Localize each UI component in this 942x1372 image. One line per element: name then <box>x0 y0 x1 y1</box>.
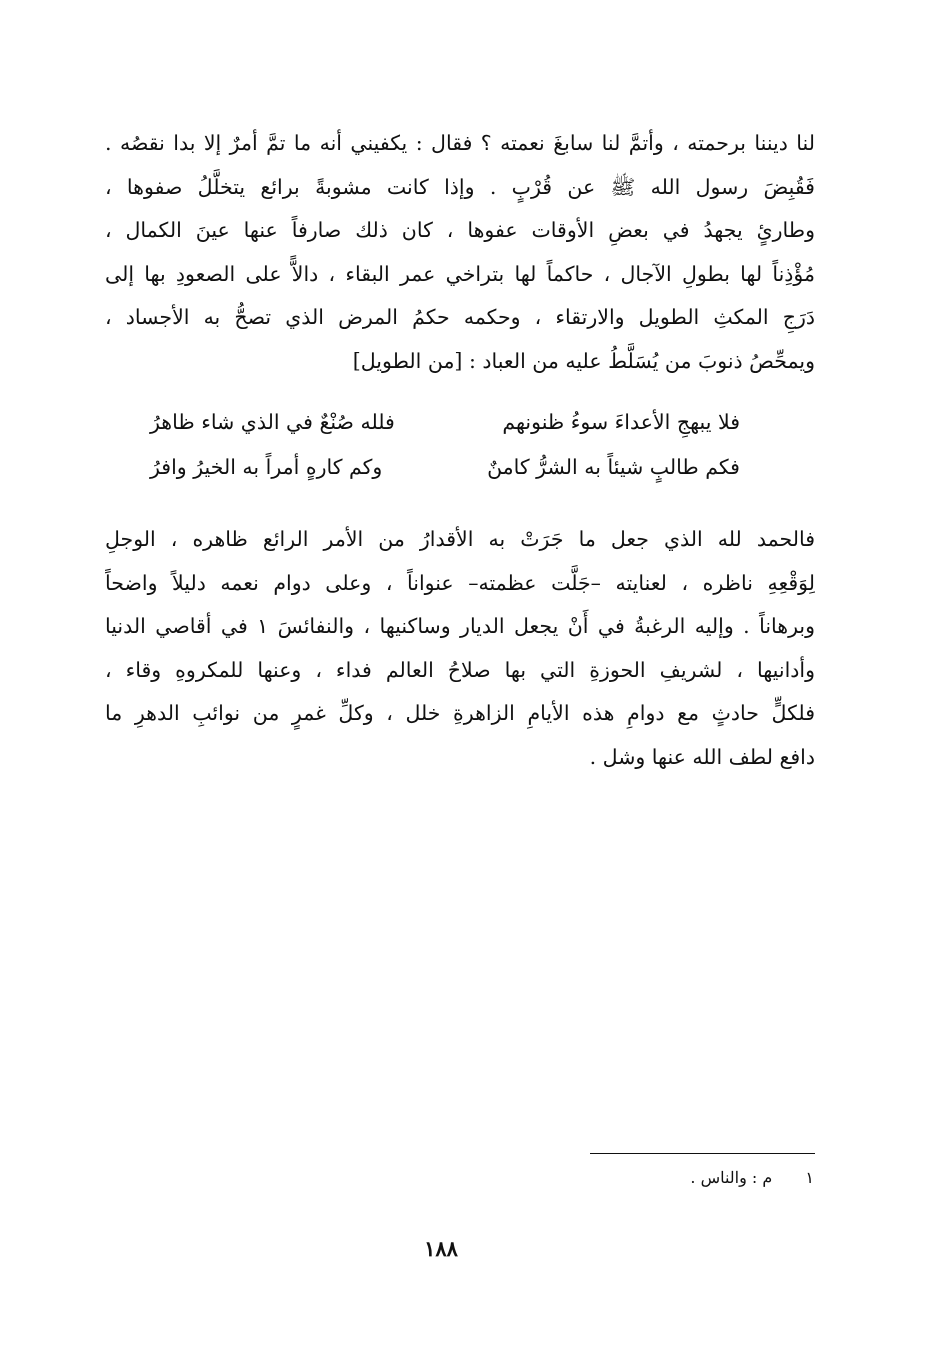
paragraph-1 <box>105 122 815 384</box>
verse-first-hemistich: فكم طالبٍ شيئاً به الشرُّ كامنٌ <box>487 455 740 479</box>
text-line: دَرَجِ المكثِ الطويل والارتقاء ، وحكمه حكمُ المرض الذي تصحُّ به الأجساد ، <box>105 305 815 330</box>
footnote-text: م : والناس . <box>690 1168 773 1187</box>
text-line: لِوَقْعِهِ ناظره ، لعنايته –جَلَّت عظمته– عنواناً ، وعلى دوام نعمه دليلاً واضحاً <box>105 570 815 595</box>
paragraph-2 <box>105 518 815 780</box>
poem-verses <box>150 400 740 490</box>
footnote <box>690 1166 814 1190</box>
verse-second-hemistich: فلله صُنْعٌ في الذي شاء ظاهرُ <box>150 410 395 434</box>
text-line: فلكلٍّ حادثٍ مع دوامِ هذه الأيامِ الزاهرةِ خلل ، وكلِّ غمرٍ من نوائبِ الدهرِ ما <box>105 701 815 726</box>
page-number: ١٨٨ <box>424 1236 458 1261</box>
text-line: وبرهاناً . وإليه الرغبةُ في أَنْ يجعل الديار وساكنيها ، والنفائسَ ١ في أقاصي الدنيا <box>105 614 815 639</box>
verse-second-hemistich: وكم كارهٍ أمراً به الخيرُ وافرُ <box>150 455 383 479</box>
text-line: مُؤْذِناً لها بطولِ الآجال ، حاكماً لها بتراخي عمر البقاء ، دالاًّ على الصعودِ بها إلى <box>105 261 815 286</box>
verse-first-hemistich: فلا يبهجِ الأعداءَ سوءُ ظنونهم <box>502 410 740 434</box>
footnote-divider <box>590 1153 815 1154</box>
verse-line <box>150 445 740 490</box>
verse-line <box>150 400 740 445</box>
text-line: وأدانيها ، لشريفِ الحوزةِ التي بها صلاحُ العالم فداء ، وعنها للمكروهِ وقاء ، <box>105 657 815 682</box>
text-line: فالحمد لله الذي جعل ما جَرَتْ به الأقدارُ من الأمر الرائع ظاهره ، الوجلِ <box>105 527 815 551</box>
text-line: فَقُبِضَ رسول الله ﷺ عن قُرْبٍ . وإذا كانت مشوبةً برائع يتخلَّلُ صفوها ، <box>105 174 815 199</box>
footnote-number: ١ <box>805 1168 814 1187</box>
text-line: وطارئٍ يجهدُ في بعضِ الأوقات عفوها ، كان ذلك صارفاً عنها عينَ الكمال ، <box>105 218 815 243</box>
text-line: دافع لطف الله عنها وشل . <box>589 744 815 769</box>
text-line: لنا ديننا برحمته ، وأتمَّ لنا سابغَ نعمته ؟ فقال : يكفيني أنه ما تمَّ أمرٌ إلا بدا نقصُه . <box>105 131 815 155</box>
text-line: ويمحِّصُ ذنوبَ من يُسَلَّطُ عليه من العباد : [من الطويل] <box>352 348 815 373</box>
